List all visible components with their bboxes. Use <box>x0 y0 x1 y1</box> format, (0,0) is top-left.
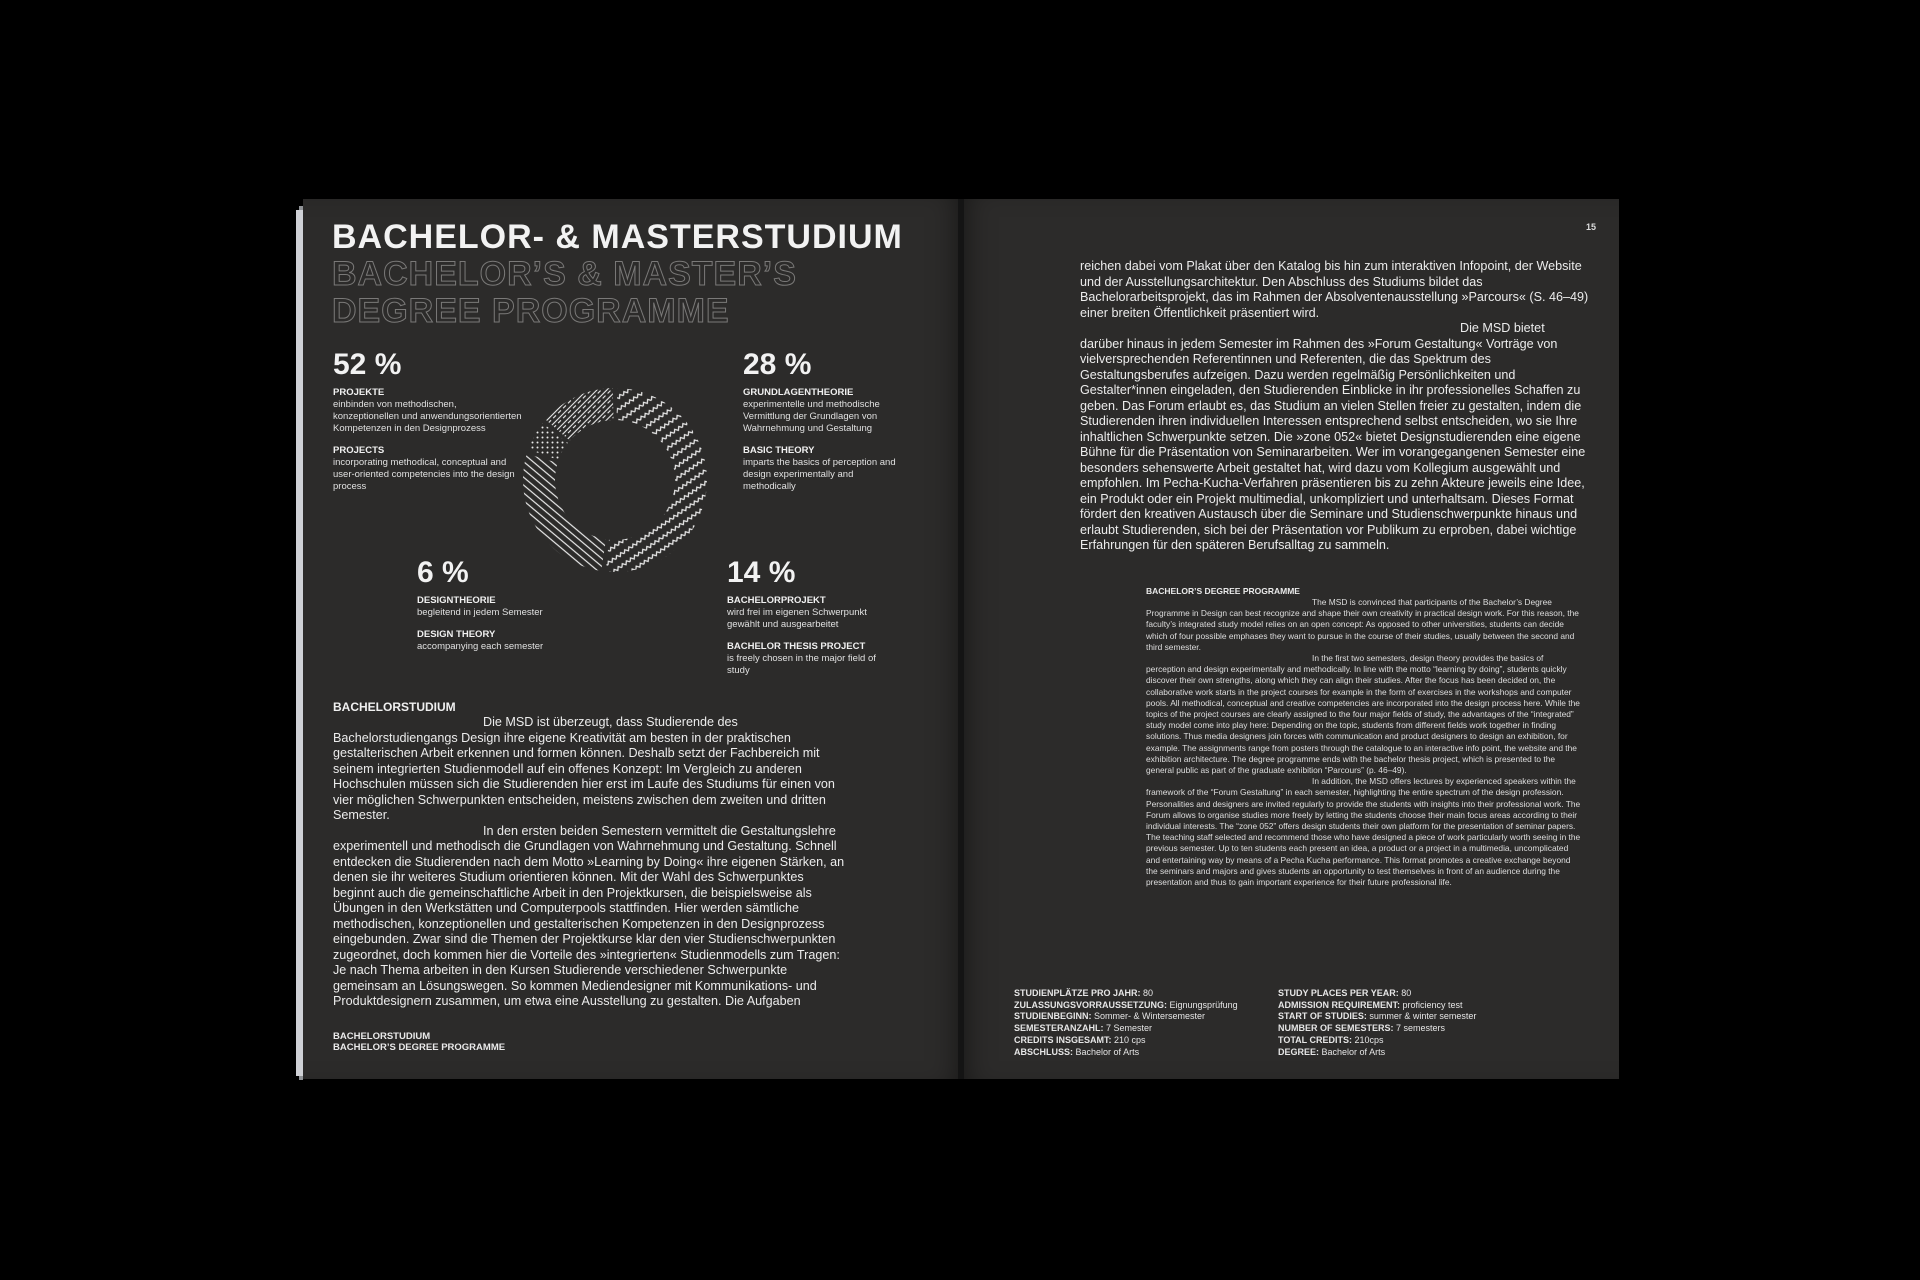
stat-projekte <box>333 347 523 493</box>
stat-text-de: experimentelle und methodische Vermittlung der Grundlagen von Wahrnehmung und Gestaltung <box>743 399 880 434</box>
stat-grundlagen <box>743 347 903 493</box>
fact-row: CREDITS INSGESAMT: 210 cps <box>1014 1034 1146 1045</box>
stat-bachelorprojekt <box>727 555 887 677</box>
footer-line: BACHELORSTUDIUM <box>333 1031 431 1042</box>
stat-percent: 6 % <box>417 556 469 589</box>
fact-row: DEGREE: Bachelor of Arts <box>1278 1046 1386 1057</box>
paragraph: In den ersten beiden Semestern vermittelt die Gestaltungslehre experimentell und methodisch die Grundlagen von Wahrnehmung und Gestaltung. Schnell entdecken die Studierenden nach dem Motto »Learning by Doing« ihre eigenen Stärken, an denen sie ihr weiteres Studium orientieren können. Mit der Wahl des Schwerpunktes beginnt auch die gemeinschaftliche Arbeit in den Projektkursen, die beispielsweise als Übungen in den Werkstätten und Computerpools stattfinden. Hier werden sämtliche methodischen, konzeptionellen und gestalterischen Kompetenzen in den Designprozess eingebunden. Zwar sind die Themen der Projektkurse klar den vier Studienschwerpunkten zugeordnet, doch kommen hier die Vorteile des »integrierten« Studienmodells zum Tragen: Je nach Thema arbeiten in den Kursen Studierende verschiedener Schwerpunkte gemeinsam an Lösungswegen. So kommen Mediendesigner mit Kommunikations- und Produktdesignern zusammen, um etwa eine Ausstellung zu gestalten. Die Aufgaben <box>333 823 845 1008</box>
page-subtitle-outlined: BACHELOR’S & MASTER’S DEGREE PROGRAMME <box>332 255 797 330</box>
paragraph: In addition, the MSD offers lectures by experienced speakers within the framework of the “Forum Gestaltung” in each semester, highlighting the entire spectrum of the design profession. Personalities and designers are invited regularly to provide the students with insights into their professional work. The Forum allows to organise studies more freely by letting the students choose their main focus areas according to their individual interests. The “zone 052” offers design students their own platform for the presentation of seminar papers. The teaching staff selected and recommend those who have designed a piece of work particularly worth seeing in the previous semester. Up to ten students each present an idea, a product or a project in a multimedia, uncomplicated and entertaining way by means of a Pecha Kucha performance. This format promotes a creative exchange beyond the seminars and majors and gives students an opportunity to test themselves in front of an audience during the presentation and thus to gain important experience for their future professional life. <box>1146 776 1581 888</box>
stat-text-en: imparts the basics of perception and design experimentally and methodically <box>743 457 896 492</box>
fact-row: TOTAL CREDITS: 210cps <box>1278 1034 1384 1045</box>
stat-text-en: incorporating methodical, conceptual and user-oriented competencies into the design process <box>333 457 515 492</box>
footer-line: BACHELOR’S DEGREE PROGRAMME <box>333 1042 506 1053</box>
patterned-donut-chart <box>515 380 715 580</box>
fact-row: ABSCHLUSS: Bachelor of Arts <box>1014 1046 1140 1057</box>
page-title: BACHELOR- & MASTERSTUDIUM <box>332 218 903 256</box>
facts-en <box>1278 988 1476 1058</box>
fact-row: STUDIENPLÄTZE PRO JAHR: 80 <box>1014 988 1154 998</box>
paragraph: Die MSD ist überzeugt, dass Studierende des Bachelorstudiengangs Design ihre eigene Kreativität am besten in der praktischen gestalterischen Arbeit erkennen und formen können. Deshalb setzt der Fachbereich mit seinem integrierten Studienmodell auf ein offenes Konzept: Im Vergleich zu anderen Hochschulen müssen sich die Studierenden hier erst im Laufe des Studiums für einen von vier möglichen Schwerpunkten entscheiden, meistens zwischen dem zweiten und dritten Semester. <box>333 715 835 822</box>
stat-percent: 52 % <box>333 348 402 381</box>
running-footer <box>333 1031 505 1053</box>
stat-percent: 28 % <box>743 348 812 381</box>
stat-label-de: BACHELORPROJEKT <box>727 595 826 606</box>
stat-label-en: BASIC THEORY <box>743 445 815 456</box>
stat-label-de: GRUNDLAGENTHEORIE <box>743 387 854 398</box>
stat-text-de: einbinden von methodischen, konzeptionellen und anwendungsorientierten Kompetenzen in den Designprozess <box>333 399 522 434</box>
facts-de <box>1014 988 1238 1058</box>
donut-segments <box>523 388 707 572</box>
stat-label-en: BACHELOR THESIS PROJECT <box>727 641 866 652</box>
body-text-en <box>1146 597 1582 888</box>
paragraph: reichen dabei vom Plakat über den Katalog bis hin zum interaktiven Infopoint, der Website und der Ausstellungsarchitektur. Den Abschluss des Studiums bildet das Bachelorarbeitsprojekt, das im Rahmen der Absolventenausstellung »Parcours« (S. 46–49) einer breiten Öffentlichkeit präsentiert wird. <box>1080 259 1589 320</box>
donut-segment-grundlagentheorie <box>523 454 606 571</box>
stat-percent: 14 % <box>727 556 796 589</box>
donut-segment-bachelorprojekt <box>546 388 614 441</box>
stat-label-en: PROJECTS <box>333 445 385 456</box>
section-heading: BACHELORSTUDIUM <box>333 700 456 714</box>
fact-row: STUDIENBEGINN: Sommer- & Wintersemester <box>1014 1011 1206 1022</box>
paragraph: In the first two semesters, design theory provides the basics of perception and design experimentally and methodically. In line with the motto “learning by doing”, students quickly discover their own strengths, along which they can align their studies. After the focus has been decided on, the collaborative work starts in the project courses for example in the form of exercises in the workshops and computer pools. All methodical, conceptual and creative competencies are incorporated into the design process here. While the topics of the project courses are clearly assigned to the four major fields of study, the advantages of the “integrated” study model come into play here: Depending on the topic, students from different fields work together in finding solutions. Thus media designers join forces with communication and product designers to design an exhibition, for example. The assignments range from posters through the catalogue to an interactive info point, the website and the exhibition architecture. The degree programme ends with the bachelor thesis project, which is presented to the general public as part of the graduate exhibition “Parcours” (p. 46–49). <box>1146 653 1580 776</box>
paragraph: Die MSD bietet darüber hinaus in jedem Semester im Rahmen des »Forum Gestaltung« Vorträge von vielversprechenden Referentinnen und Referenten, die das Spektrum des Gestaltungsberufes aufzeigen. Dazu werden regelmäßig Persönlichkeiten und Gestalter*innen eingeladen, den Studierenden Einblicke in ihr professionelles Schaffen zu geben. Das Forum erlaubt es, das Studium an vielen Stellen freier zu gestalten, indem die Studierenden ihren individuellen Interessen entsprechend selbst entscheiden, wo sie Ihre inhaltlichen Schwerpunkte setzen. Die »zone 052« bietet Designstudierenden eine eigene Bühne für die Präsentation von Seminararbeiten. Wer im vorangegangenen Semester eine besonders sehenswerte Arbeit gestaltet hat, wird dazu vom Kollegium ausgewählt und empfohlen. Im Pecha-Kucha-Verfahren präsentieren bis zu zehn Akteure jeweils eine Idee, ein Produkt oder ein Projekt multimedial, unkompliziert und unterhaltsam. Dieses Format fördert den kreativen Austausch über die Seminare und Studienschwerpunkte hinaus und erlaubt Studierenden, sich bei der Präsentation vor Publikum zu erproben, dabei wichtige Erfahrungen für den späteren Berufsalltag zu sammeln. <box>1080 321 1586 552</box>
fact-row: ZULASSUNGSVORRAUSSETZUNG: Eignungsprüfung <box>1014 999 1238 1010</box>
page-stack-edge-light <box>296 210 303 1076</box>
stat-text-de: wird frei im eigenen Schwerpunkt gewählt und ausgearbeitet <box>727 607 867 630</box>
fact-row: SEMESTERANZAHL: 7 Semester <box>1014 1023 1153 1034</box>
stat-text-en: is freely chosen in the major field of study <box>727 653 876 676</box>
donut-segment-projekte <box>606 388 707 572</box>
english-heading: BACHELOR’S DEGREE PROGRAMME <box>1146 586 1300 596</box>
stat-text-en: accompanying each semester <box>417 641 544 652</box>
body-text-de-left <box>333 715 845 1010</box>
stat-label-de: DESIGNTHEORIE <box>417 595 496 606</box>
body-text-de-right <box>1080 259 1590 554</box>
page-number: 15 <box>1586 222 1597 232</box>
stat-label-en: DESIGN THEORY <box>417 629 496 640</box>
stat-text-de: begleitend in jedem Semester <box>417 607 543 618</box>
fact-row: NUMBER OF SEMESTERS: 7 semesters <box>1278 1023 1446 1034</box>
fact-row: ADMISSION REQUIREMENT: proficiency test <box>1278 999 1463 1010</box>
fact-row: STUDY PLACES PER YEAR: 80 <box>1278 988 1412 998</box>
book-spine <box>958 199 964 1079</box>
stat-label-de: PROJEKTE <box>333 387 385 398</box>
fact-row: START OF STUDIES: summer & winter semester <box>1278 1011 1477 1022</box>
paragraph: The MSD is convinced that participants of the Bachelor’s Degree Programme in Design can best recognize and shape their own creativity in practical design work. For this reason, the faculty’s integrated study model relies on an open concept: As opposed to other universities, students can decide which of four possible emphases they want to pursue in the course of their studies, usually between the second and third semester. <box>1146 597 1579 652</box>
